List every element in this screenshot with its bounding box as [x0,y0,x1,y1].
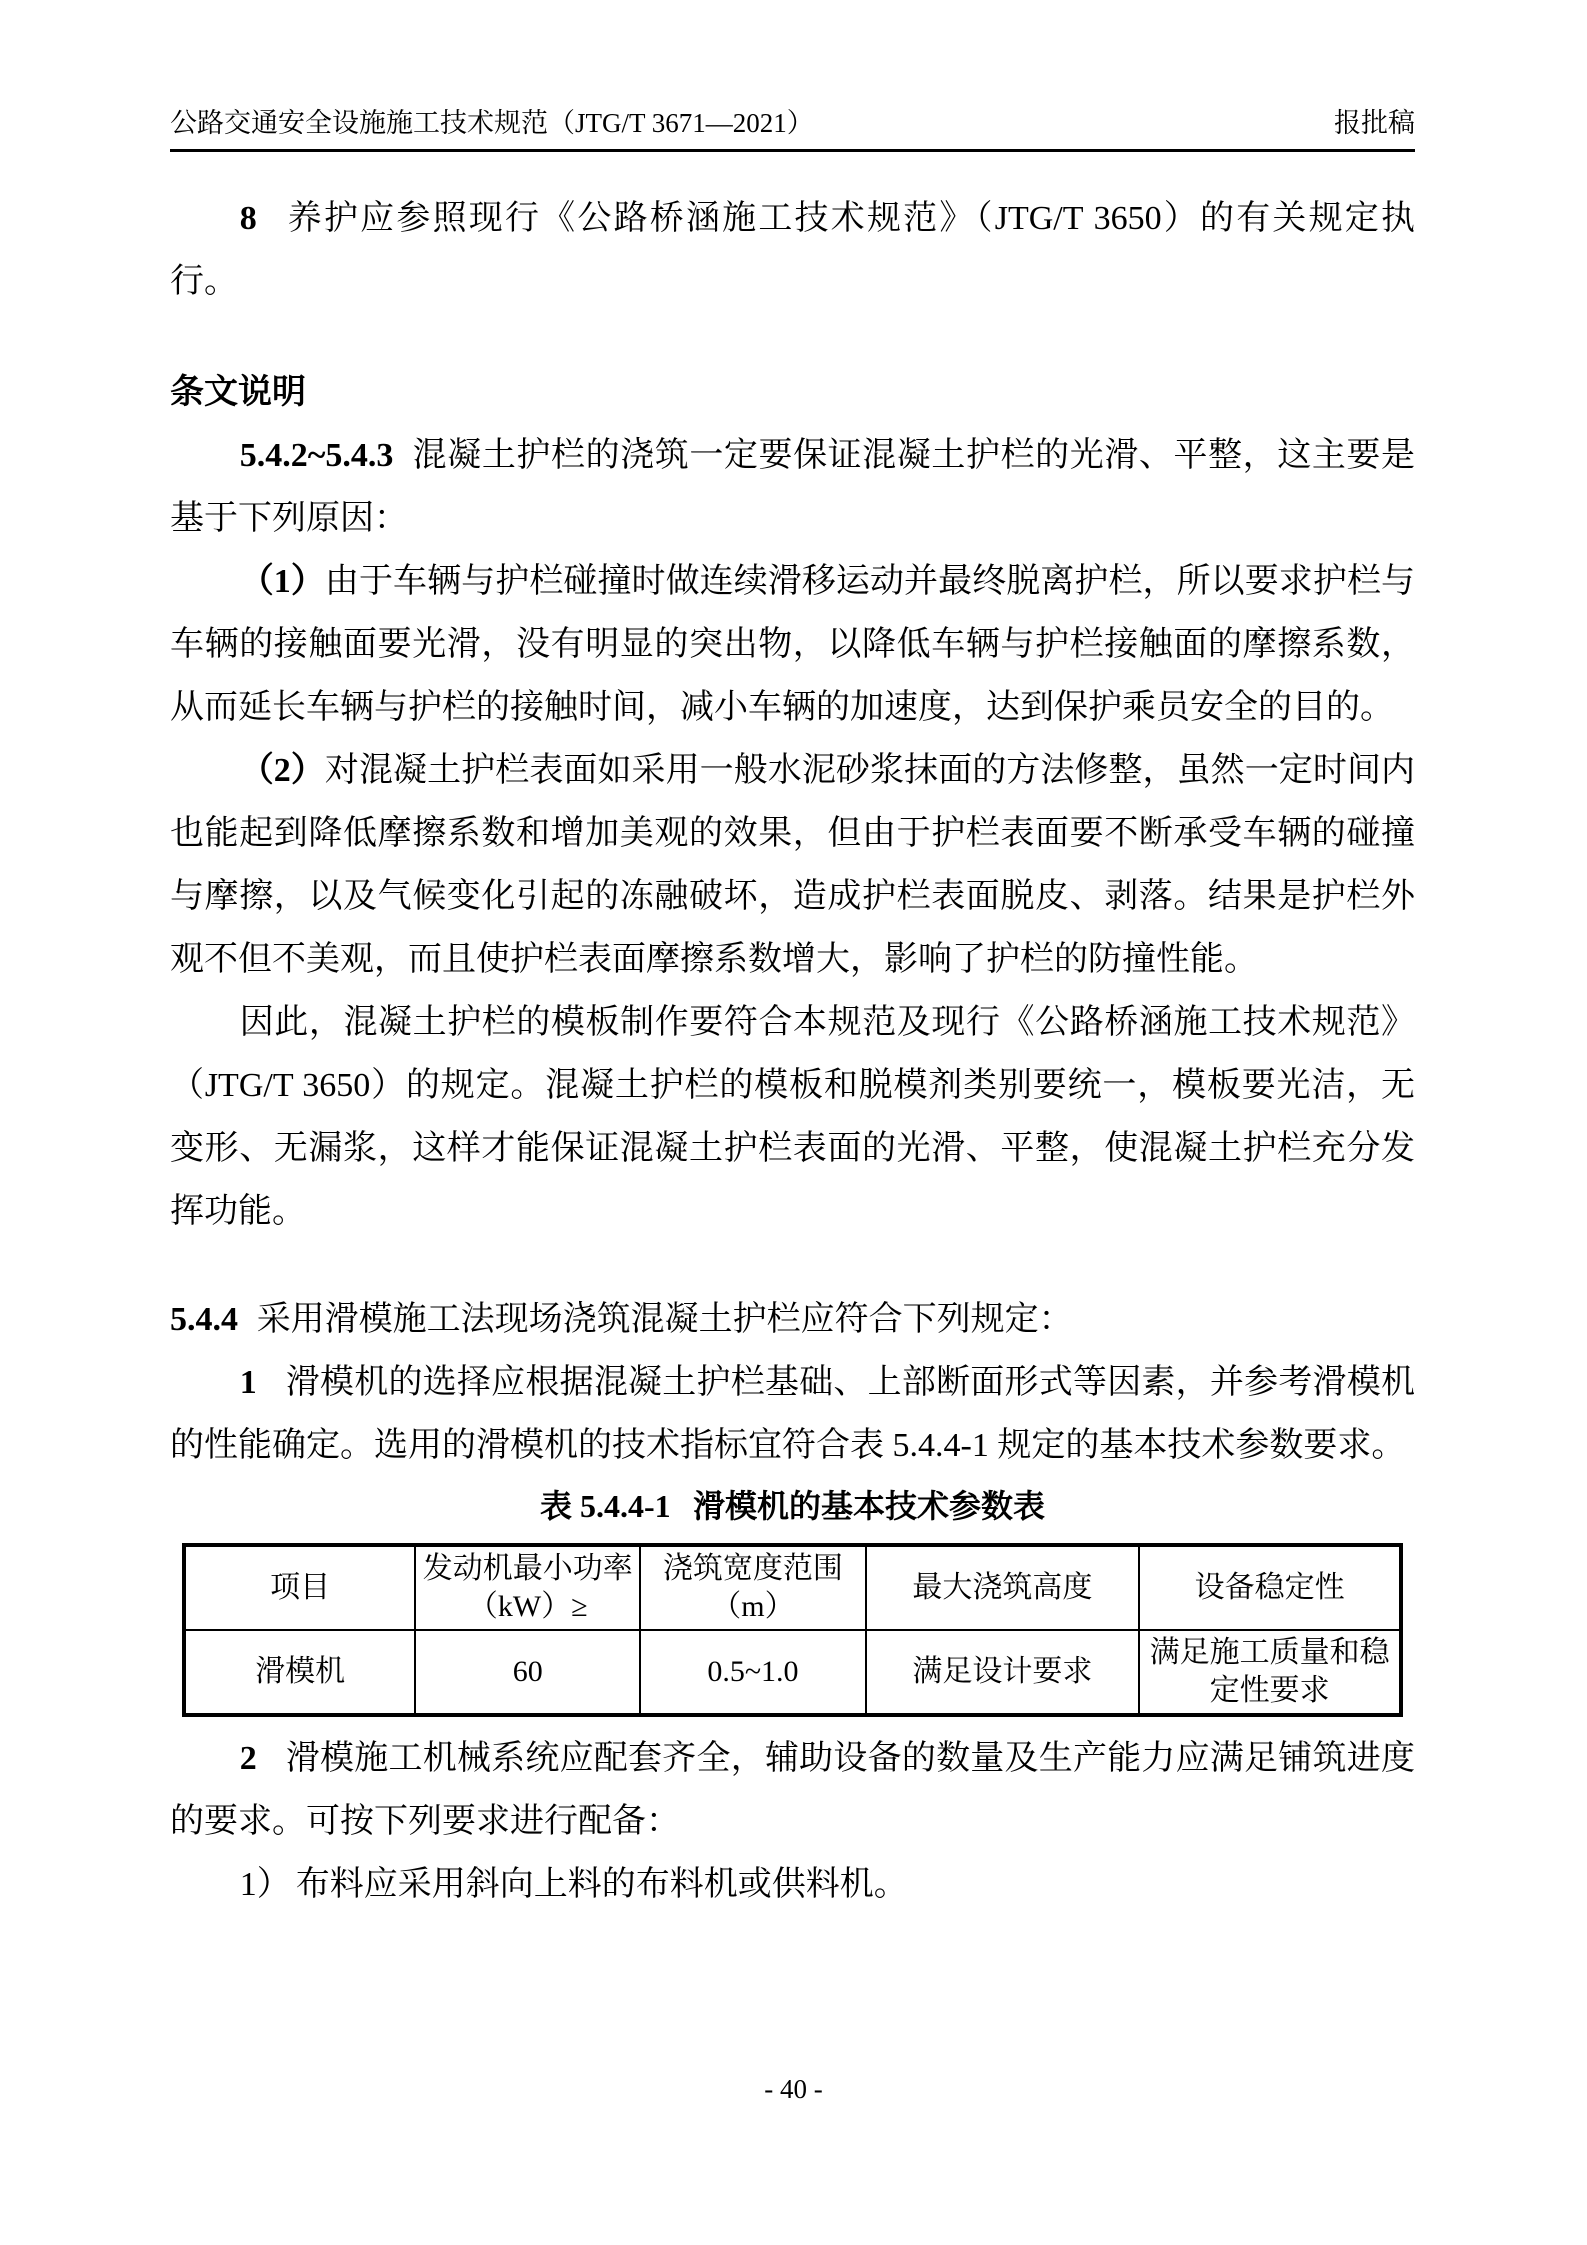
table-caption-title: 滑模机的基本技术参数表 [693,1488,1046,1524]
page-header [170,0,1415,152]
table-header-cell: 设备稳定性 [1139,1545,1401,1630]
list-number: （1） [239,563,325,600]
paragraph-text: 由于车辆与护栏碰撞时做连续滑移运动并最终脱离护栏，所以要求护栏与车辆的接触面要光滑，没有明显的突出物，以降低车辆与护栏接触面的摩擦系数，从而延长车辆与护栏的接触时间，减小车辆的加速度，达到保护乘员安全的目的。 [170,563,1416,726]
table-cell: 滑模机 [184,1630,415,1715]
paragraph-text: 布料应采用斜向上料的布料机或供料机。 [295,1866,908,1903]
paragraph-text: 采用滑模施工法现场浇筑混凝土护栏应符合下列规定： [256,1301,1073,1338]
table-caption-label: 表 5.4.4-1 [539,1488,671,1524]
table-cell: 满足设计要求 [866,1630,1140,1715]
item-number: 2 [239,1740,257,1777]
table-cell: 满足施工质量和稳定性要求 [1139,1630,1401,1715]
table-header-cell: 最大浇筑高度 [866,1545,1140,1630]
paragraph-subitem-1 [170,1853,1415,1916]
paragraph-text: 对混凝土护栏表面如采用一般水泥砂浆抹面的方法修整，虽然一定时间内也能起到降低摩擦系数和增加美观的效果，但由于护栏表面要不断承受车辆的碰撞与摩擦，以及气候变化引起的冻融破坏，造成护栏表面脱皮、剥落。结果是护栏外观不但不美观，而且使护栏表面摩擦系数增大，影响了护栏的防撞性能。 [170,752,1416,978]
table-cell: 60 [415,1630,640,1715]
clause-number: 8 [239,200,257,237]
table-header-cell: 发动机最小功率（kW）≥ [415,1545,640,1630]
page-footer [0,2072,1587,2106]
clause-number: 5.4.2~5.4.3 [239,437,394,474]
paragraph-item-1 [170,1351,1415,1477]
paragraph-5-4-2 [170,424,1415,550]
table-row [184,1630,1401,1715]
paragraph-text: 滑模机的选择应根据混凝土护栏基础、上部断面形式等因素，并参考滑模机的性能确定。选用的滑模机的技术指标宜符合表 5.4.4-1 规定的基本技术参数要求。 [170,1364,1415,1464]
section-heading-commentary: 条文说明 [170,374,306,411]
paragraph-text: 滑模施工机械系统应配套齐全，辅助设备的数量及生产能力应满足铺筑进度的要求。可按下列要求进行配备： [170,1740,1415,1840]
header-stamp: 报批稿 [1334,108,1415,138]
paragraph-text: 养护应参照现行《公路桥涵施工技术规范》（JTG/T 3650）的有关规定执行。 [170,200,1415,300]
paragraph-reason-1 [170,550,1415,739]
list-number: （2） [239,752,325,789]
table-header-cell: 浇筑宽度范围（m） [640,1545,865,1630]
page-number: - 40 - [764,2074,823,2104]
slipform-parameters-table [182,1543,1403,1717]
table-caption [170,1483,1415,1529]
paragraph-text: 因此，混凝土护栏的模板制作要符合本规范及现行《公路桥涵施工技术规范》（JTG/T 3650）的规定。混凝土护栏的模板和脱模剂类别要统一，模板要光洁，无变形、无漏浆，这样才能保证混凝土护栏表面的光滑、平整，使混凝土护栏充分发挥功能。 [170,1004,1415,1230]
paragraph-conclusion [170,991,1415,1243]
table-header-cell: 项目 [184,1545,415,1630]
table-cell: 0.5~1.0 [640,1630,865,1715]
content-column [170,0,1415,1916]
item-number: 1 [239,1364,257,1401]
subitem-number: 1） [239,1866,291,1903]
paragraph-reason-2 [170,739,1415,991]
clause-number: 5.4.4 [170,1301,238,1338]
paragraph-clause-8 [170,187,1415,313]
document-body [170,187,1415,1916]
header-title: 公路交通安全设施施工技术规范（JTG/T 3671—2021） [170,108,814,138]
paragraph-clause-5-4-4 [170,1288,1415,1351]
paragraph-item-2 [170,1727,1415,1853]
table-header-row [184,1545,1401,1630]
paragraph-text: 混凝土护栏的浇筑一定要保证混凝土护栏的光滑、平整，这主要是基于下列原因： [170,437,1415,537]
